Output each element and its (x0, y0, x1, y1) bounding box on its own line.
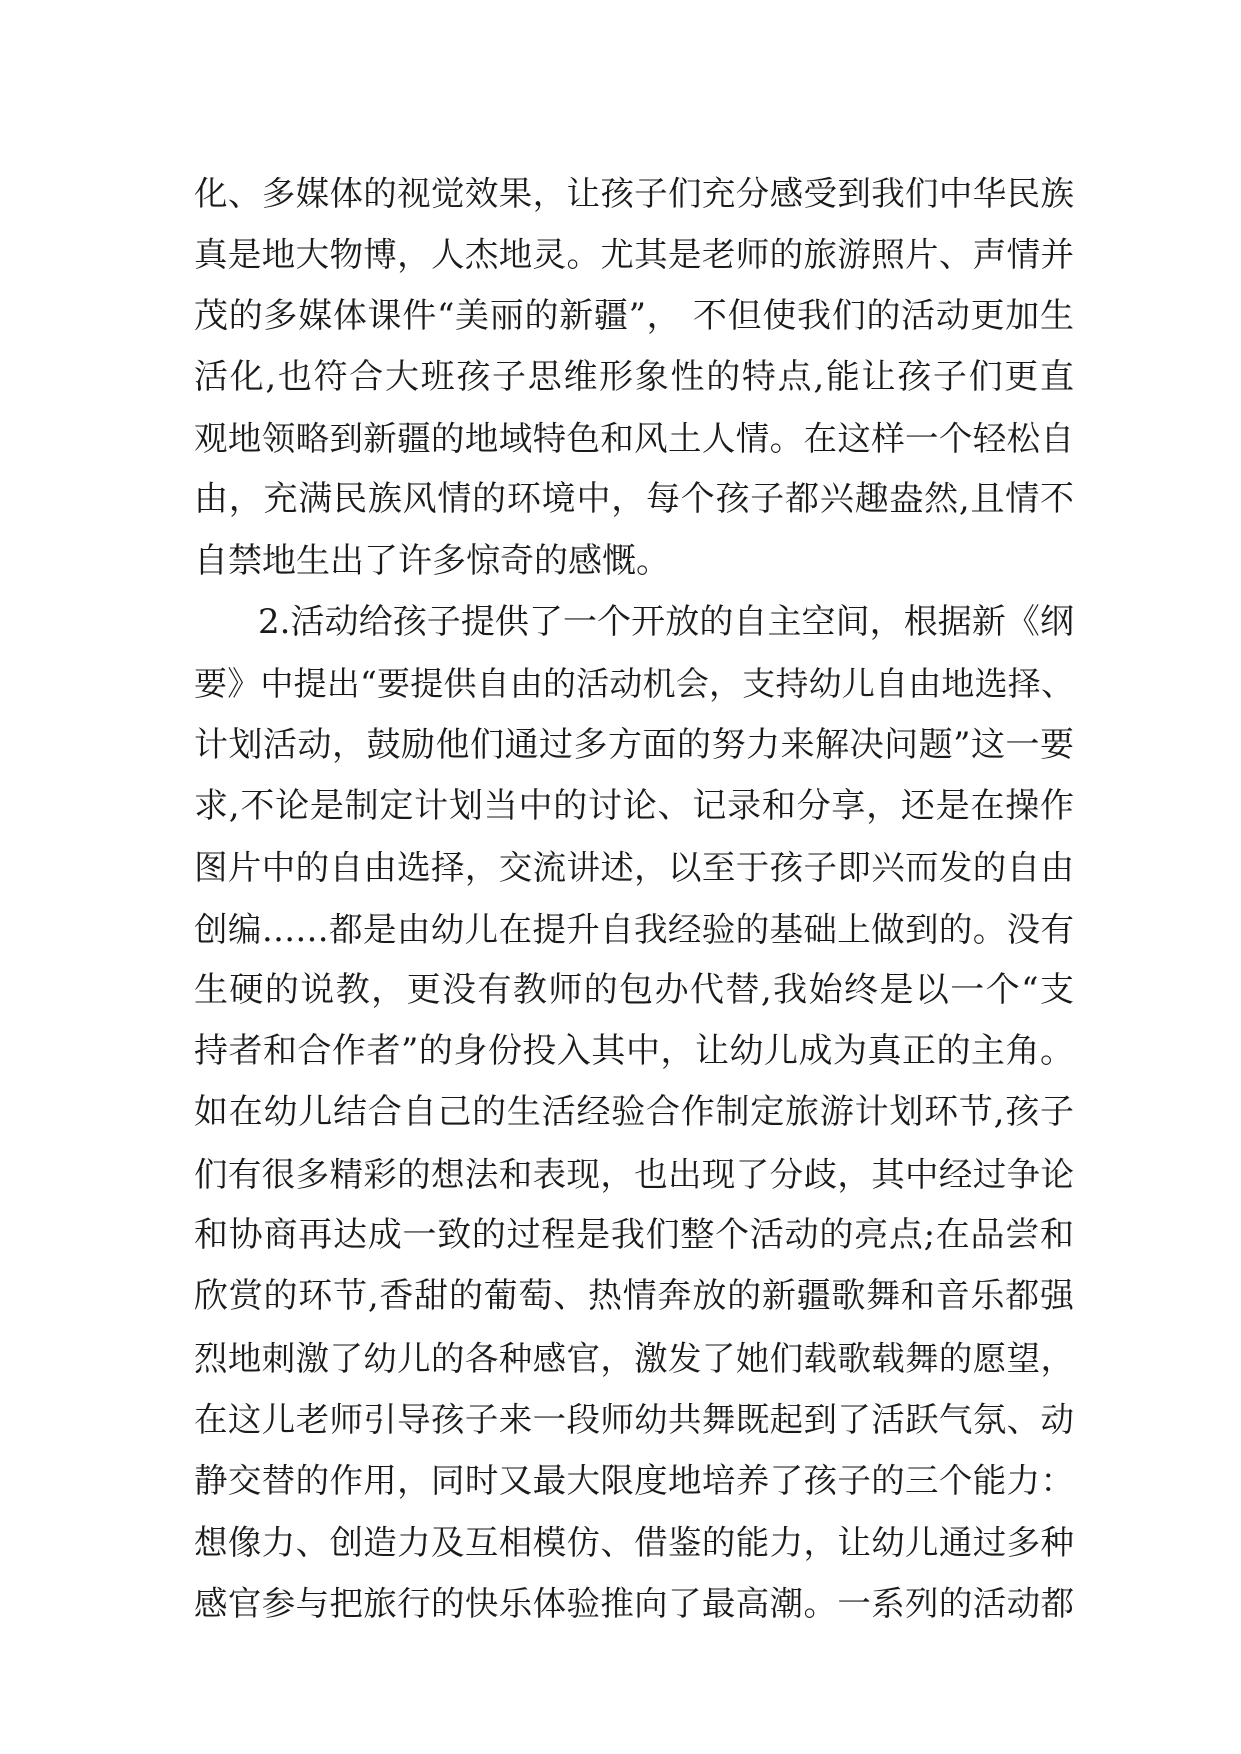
text-line: 在这儿老师引导孩子来一段师幼共舞既起到了活跃气氛、动 (194, 1399, 1074, 1439)
text-line: 图片中的自由选择，交流讲述，以至于孩子即兴而发的自由 (194, 848, 1074, 888)
text-line: 创编……都是由幼儿在提升自我经验的基础上做到的。没有 (194, 909, 1074, 949)
text-line: 要》中提出“要提供自由的活动机会，支持幼儿自由地选择、 (194, 664, 1074, 704)
paragraph-start-line: 2.活动给孩子提供了一个开放的自主空间，根据新《纲 (258, 602, 1074, 643)
text-line: 自禁地生出了许多惊奇的感慨。 (194, 540, 670, 581)
text-line: 如在幼儿结合自己的生活经验合作制定旅游计划环节,孩子 (194, 1092, 1074, 1133)
text-line: 真是地大物博，人杰地灵。尤其是老师的旅游照片、声情并 (194, 235, 1074, 275)
text-line: 茂的多媒体课件“美丽的新疆”， 不但使我们的活动更加生 (194, 295, 1074, 336)
text-line: 活化,也符合大班孩子思维形象性的特点,能让孩子们更直 (194, 356, 1074, 397)
text-line: 们有很多精彩的想法和表现，也出现了分歧，其中经过争论 (194, 1154, 1074, 1194)
text-line: 生硬的说教，更没有教师的包办代替,我始终是以一个“支 (194, 969, 1074, 1010)
text-line: 想像力、创造力及互相模仿、借鉴的能力，让幼儿通过多种 (194, 1522, 1074, 1562)
text-line: 化、多媒体的视觉效果，让孩子们充分感受到我们中华民族 (194, 174, 1074, 213)
text-line: 计划活动，鼓励他们通过多方面的努力来解决问题”这一要 (194, 724, 1074, 765)
body-text (194, 163, 1074, 1634)
text-line: 由，充满民族风情的环境中，每个孩子都兴趣盎然,且情不 (194, 479, 1074, 520)
text-line: 观地领略到新疆的地域特色和风土人情。在这样一个轻松自 (194, 419, 1074, 459)
text-line: 持者和合作者”的身份投入其中，让幼儿成为真正的主角。 (194, 1031, 1074, 1072)
text-line: 欣赏的环节,香甜的葡萄、热情奔放的新疆歌舞和音乐都强 (194, 1276, 1074, 1317)
text-line: 烈地刺激了幼儿的各种感官，激发了她们载歌载舞的愿望， (194, 1338, 1074, 1378)
text-line: 静交替的作用，同时又最大限度地培养了孩子的三个能力： (194, 1461, 1074, 1501)
text-line: 感官参与把旅行的快乐体验推向了最高潮。一系列的活动都 (194, 1583, 1074, 1623)
text-line: 求,不论是制定计划当中的讨论、记录和分享，还是在操作 (194, 785, 1074, 826)
text-line: 和协商再达成一致的过程是我们整个活动的亮点;在品尝和 (194, 1215, 1074, 1256)
